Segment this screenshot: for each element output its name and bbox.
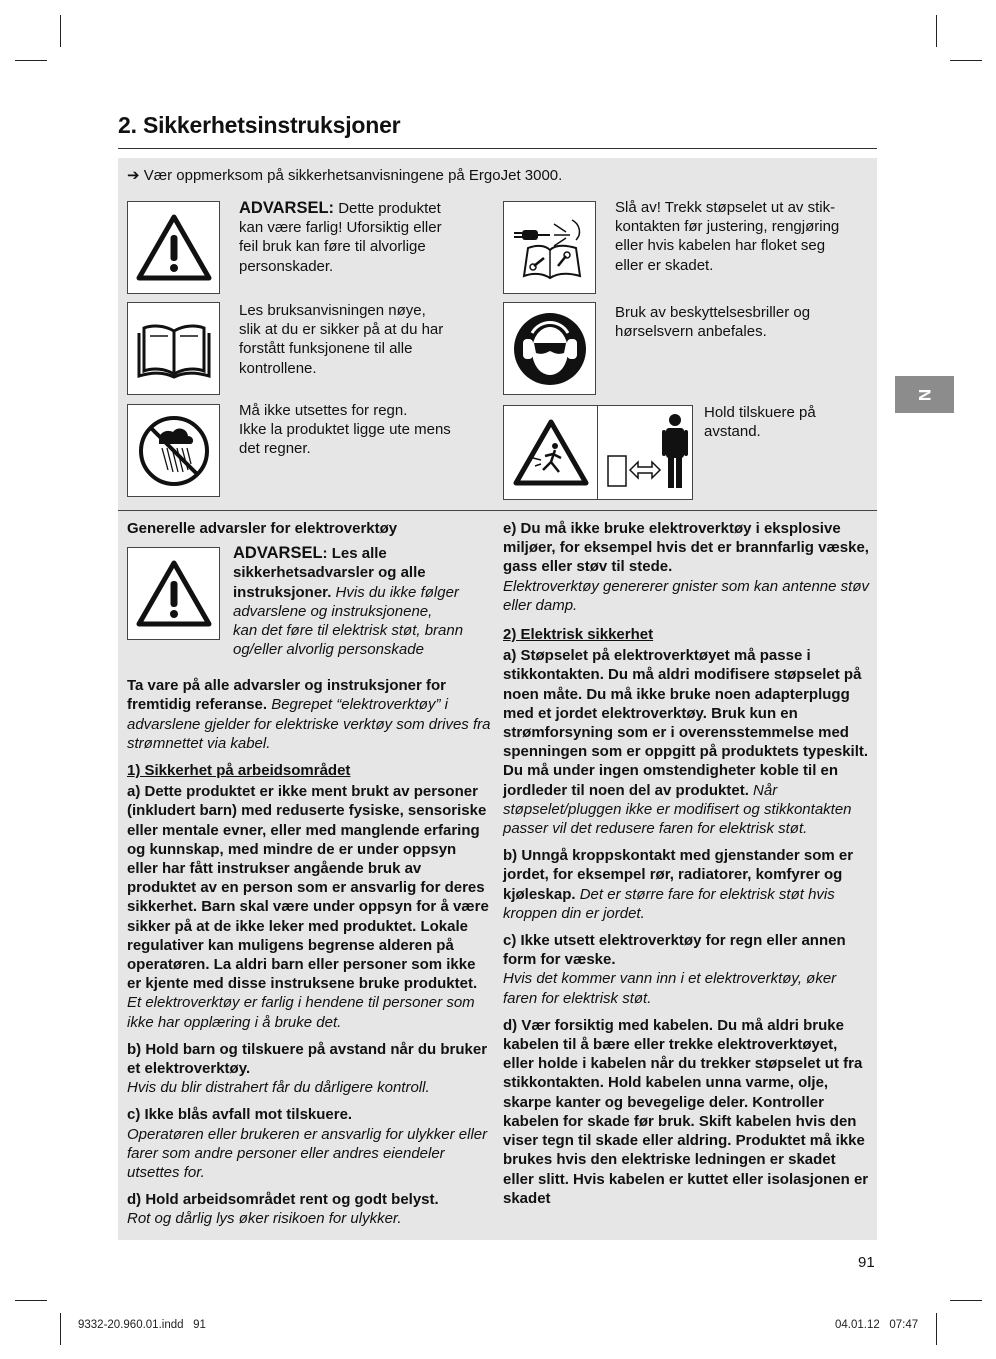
manual-text: Les bruksanvisningen nøye, slik at du er sikker på at du har forstått funksjonene til alle kontrollene.	[239, 302, 444, 377]
arrow-icon: ➔	[127, 167, 140, 184]
manual-book-icon	[127, 302, 220, 395]
right-column	[503, 519, 869, 1216]
page-title: 2. Sikkerhetsinstruksjoner	[118, 112, 401, 138]
unplug-icon	[503, 201, 596, 294]
item-c: c) Ikke blås avfall mot tilskuere. Operatøren eller brukeren er ansvarlig for ulykker eller farer som andre personer eller andres eiendeler utsettes for.	[127, 1106, 488, 1182]
footer-date: 04.01.12 07:47	[835, 1319, 919, 1331]
title-divider	[118, 148, 877, 149]
page-number: 91	[858, 1254, 875, 1271]
item-b: b) Hold barn og tilskuere på avstand når du bruker et elektroverktøy. Hvis du blir distrahert får du dårligere kontroll.	[127, 1040, 488, 1097]
crop-mark	[15, 60, 47, 61]
no-rain-icon	[127, 404, 220, 497]
bystander-distance-icon	[597, 405, 693, 500]
section-divider	[118, 510, 877, 511]
crop-mark	[950, 60, 982, 61]
intro-line: ➔ Vær oppmerksom på sikkerhetsanvisningene på ErgoJet 3000.	[127, 167, 563, 184]
crop-mark	[60, 1313, 61, 1345]
keep-instructions: Ta vare på alle advarsler og instruksjoner for fremtidig referanse. Begrepet “elektroverktøy” i advarslene gjelder for elektriske verktøy som drives fra strømnettet via kabel.	[127, 677, 491, 752]
left-column	[127, 519, 491, 1237]
crop-mark	[15, 1300, 47, 1301]
protection-text: Bruk av beskyttelsesbriller og hørselsvern anbefales.	[615, 304, 811, 341]
item-e: e) Du må ikke bruke elektroverktøy i eksplosive miljøer, for eksempel hvis det er brannfarlig væske, gass eller støv til stede. Elektroverktøy genererer gnister som kan antenne støv eller damp.	[503, 520, 869, 614]
general-warning-block: ADVARSEL: Les alle sikkerhetsadvarsler og alle instruksjoner. Hvis du ikke følger advarslene og instruksjonene, kan det føre til elektrisk støt, brann og/eller alvorlig personskade	[127, 544, 491, 668]
item-c: c) Ikke utsett elektroverktøy for regn eller annen form for væske. Hvis det kommer vann inn i et elektroverktøy, øker faren for elektrisk støt.	[503, 932, 846, 1007]
item-d: d) Vær forsiktig med kabelen. Du må aldri bruke kabelen til å bære eller trekke elektroverktøyet, eller holde i kabelen når du trekker støpselet ut fra stikkontakten. Hold kabelen unna varme, olje, skarpe kanter og bevegelige deler. Kontroller kabelen for skade før bruk. Skift kabelen hvis den viser tegn til skade eller aldring. Produktet må ikke brukes hvis den elektriske ledningen er skadet eller slitt. Hvis kabelen er kuttet eller isolasjonen er skadet	[503, 1016, 869, 1207]
crop-mark	[60, 15, 61, 47]
section-heading: Generelle advarsler for elektroverktøy	[127, 520, 398, 537]
item-a: a) Støpselet på elektroverktøyet må passe i stikkontakten. Du må aldri modifisere støpselet på noen måte. Du må ikke bruke noen adapterplugg med et jordet elektroverktøy. Bruk kun en strømforsyning som er i overensstemmelse med spenningen som er oppgitt på produktets typeskilt. Du må under ingen omstendigheter koble til en jordleder til noen del av produktet. Når støpselet/pluggen ikke er modifisert og stikkontakten passer vil det redusere faren for elektrisk støt.	[503, 647, 869, 838]
thrown-objects-warning-icon	[503, 405, 598, 500]
item-b: b) Unngå kroppskontakt med gjenstander som er jordet, for eksempel rør, radiatorer, komfyrer og kjøleskap. Det er større fare for elektrisk støt hvis kroppen din er jordet.	[503, 847, 854, 922]
warning-text: ADVARSEL: Dette produktet kan være farlig! Uforsiktig eller feil bruk kan føre til alvorlige personskader.	[239, 199, 442, 275]
footer-file: 9332-20.960.01.indd 91	[78, 1319, 206, 1331]
crop-mark	[936, 1313, 937, 1345]
item-a: a) Dette produktet er ikke ment brukt av personer (inkludert barn) med reduserte fysiske, sensoriske eller mentale evner, eller med manglende erfaring og kunnskap, med mindre de er under oppsyn eller har fått instrukser angående bruk av produktet av en person som er ansvarlig for deres sikkerhet. Barn skal være under oppsyn for å være sikker på at de ikke leker med produktet. Lokale regulativer kan muligens begrense alderen på operatøren. La aldri barn eller personer som ikke er kjente med disse instruksene bruke produktet. Et elektroverktøy er farlig i hendene til personer som ikke har opplæring i å bruke det.	[127, 783, 489, 1031]
rain-text: Må ikke utsettes for regn. Ikke la produktet ligge ute mens det regner.	[239, 402, 451, 458]
unplug-text: Slå av! Trekk støpselet ut av stik- kontakten før justering, rengjøring eller hvis kabelen har floket seg eller er skadet.	[615, 199, 840, 274]
crop-mark	[950, 1300, 982, 1301]
warning-triangle-icon	[127, 201, 220, 294]
item-d: d) Hold arbeidsområdet rent og godt belyst. Rot og dårlig lys øker risikoen for ulykker.	[127, 1191, 439, 1228]
eye-ear-protection-icon	[503, 302, 596, 395]
distance-text: Hold tilskuere på avstand.	[704, 404, 816, 441]
crop-mark	[936, 15, 937, 47]
subsection-heading: 2) Elektrisk sikkerhet	[503, 626, 654, 644]
language-tab: N	[895, 376, 954, 413]
subsection-heading: 1) Sikkerhet på arbeidsområdet	[127, 762, 351, 780]
warning-triangle-icon	[127, 547, 220, 640]
